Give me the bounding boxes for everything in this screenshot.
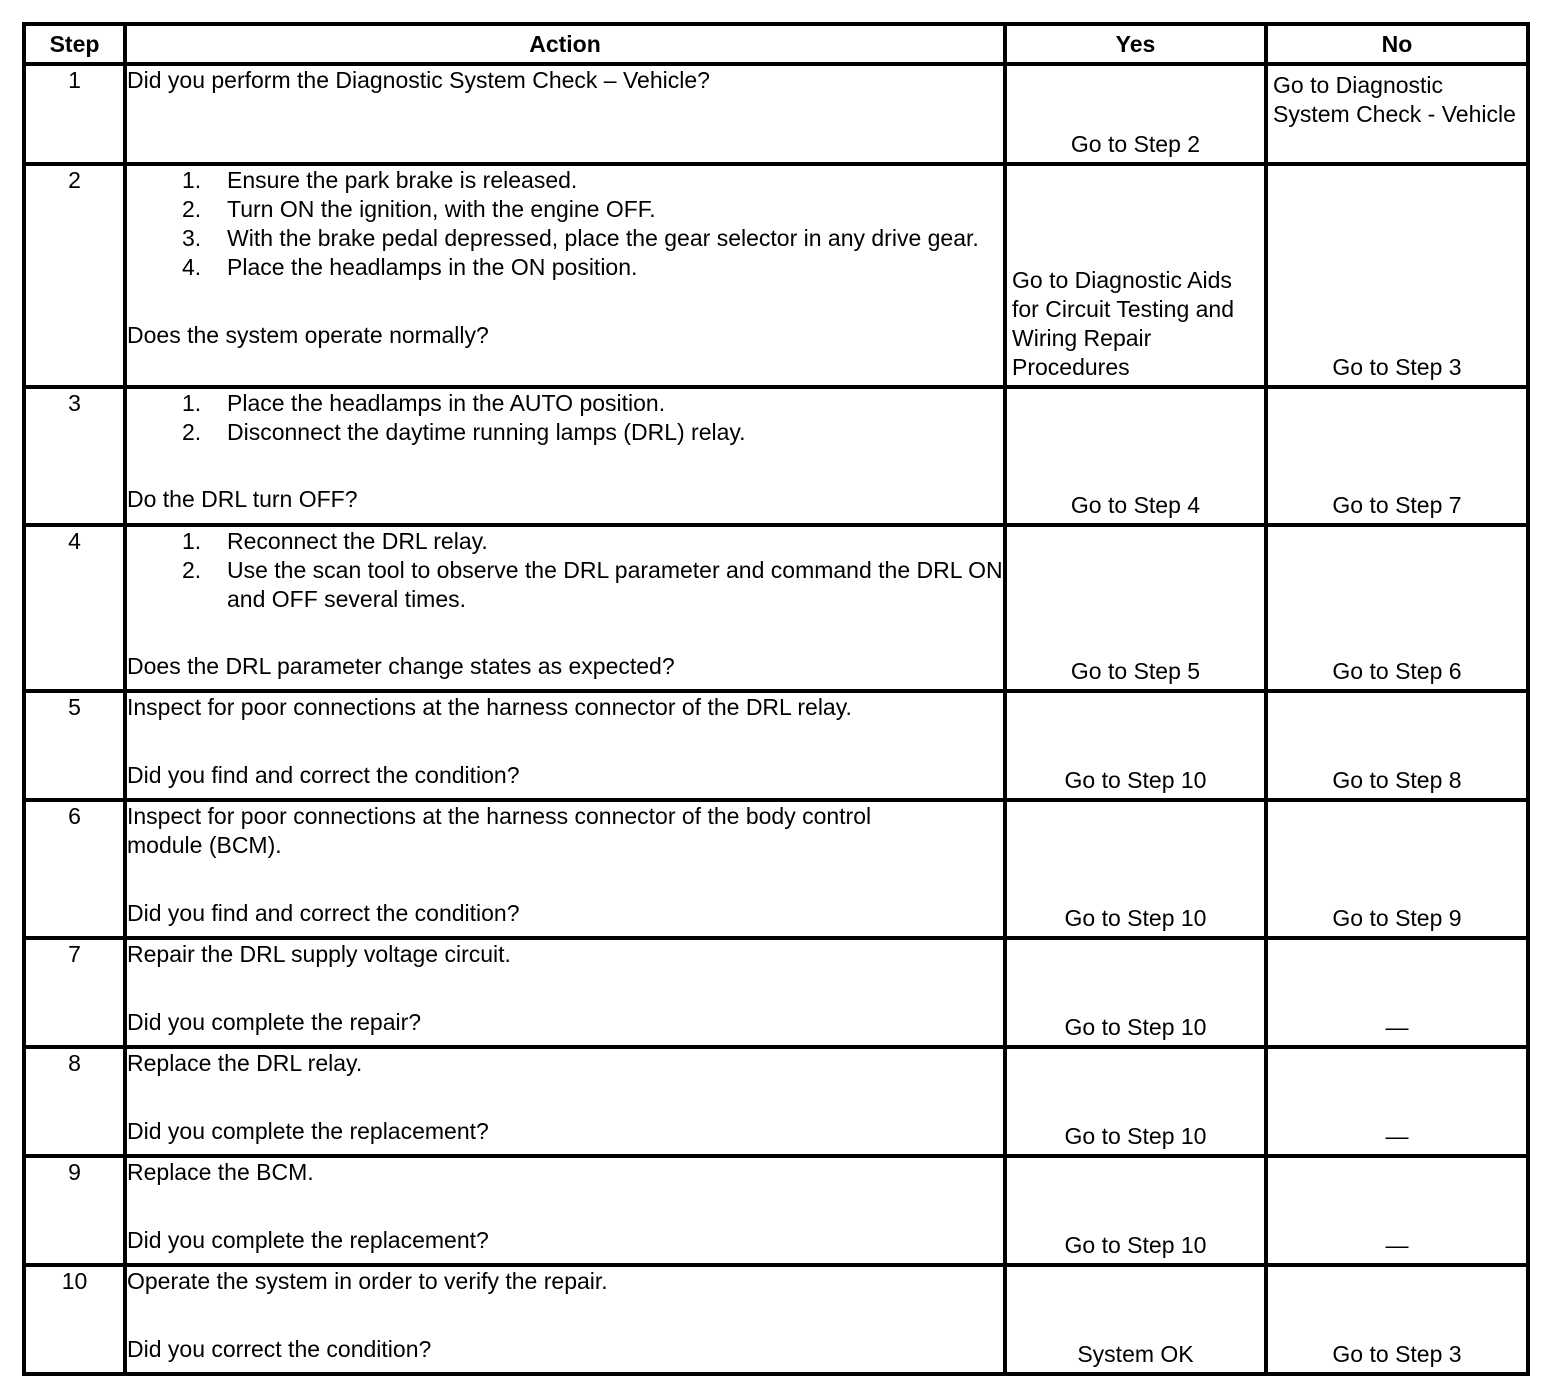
no-text: Go to Step 7 (1332, 492, 1462, 518)
action-step-item: 1. Place the headlamps in the AUTO position. (182, 390, 666, 416)
action-question: Does the system operate normally? (127, 322, 489, 348)
table-row (24, 164, 1528, 387)
yes-text: Go to Step 2 (1070, 131, 1201, 157)
action-question: Does the DRL parameter change states as expected? (127, 653, 675, 679)
action-cell (125, 387, 1005, 525)
action-question: Did you complete the replacement? (127, 1118, 489, 1144)
no-cell (1266, 1265, 1528, 1374)
yes-cell (1005, 1265, 1266, 1374)
no-cell (1266, 387, 1528, 525)
action-cell (125, 1265, 1005, 1374)
header-action: Action (125, 24, 1005, 64)
action-step-item: 2. Use the scan tool to observe the DRL parameter and command the DRL ON and OFF several times. (182, 557, 1003, 612)
yes-cell (1005, 525, 1266, 691)
yes-text: System OK (1077, 1341, 1194, 1367)
no-text: — (1385, 1123, 1409, 1149)
action-question: Did you correct the condition? (127, 1336, 432, 1362)
yes-text: Go to Step 10 (1064, 1014, 1207, 1040)
action-cell (125, 164, 1005, 387)
no-text: Go to Diagnostic System Check - Vehicle (1273, 72, 1516, 127)
no-cell (1266, 691, 1528, 800)
action-text: Inspect for poor connections at the harness connector of the DRL relay. (127, 694, 852, 720)
action-cell (125, 64, 1005, 164)
action-text: Did you perform the Diagnostic System Check – Vehicle? (127, 67, 710, 93)
no-text: Go to Step 9 (1332, 905, 1462, 931)
table-row (24, 800, 1528, 938)
action-cell (125, 800, 1005, 938)
table-row (24, 387, 1528, 525)
no-cell (1266, 1156, 1528, 1265)
header-yes: Yes (1005, 24, 1266, 64)
table-row (24, 1265, 1528, 1374)
action-cell (125, 525, 1005, 691)
yes-text: Go to Step 10 (1064, 1123, 1207, 1149)
no-cell (1266, 800, 1528, 938)
action-question: Did you find and correct the condition? (127, 762, 520, 788)
action-text: Replace the BCM. (127, 1159, 314, 1185)
table-row (24, 938, 1528, 1047)
table-row (24, 691, 1528, 800)
action-cell (125, 938, 1005, 1047)
yes-text: Go to Step 10 (1064, 1232, 1207, 1258)
action-cell (125, 1047, 1005, 1156)
step-number: 4 (24, 525, 125, 691)
step-number: 10 (24, 1265, 125, 1374)
action-cell (125, 1156, 1005, 1265)
action-step-item: 4. Place the headlamps in the ON position. (182, 254, 638, 280)
step-number: 6 (24, 800, 125, 938)
yes-cell (1005, 1156, 1266, 1265)
step-number: 9 (24, 1156, 125, 1265)
step-number: 1 (24, 64, 125, 164)
action-question: Do the DRL turn OFF? (127, 486, 358, 512)
action-question: Did you complete the replacement? (127, 1227, 489, 1253)
yes-cell (1005, 691, 1266, 800)
table-row (24, 1047, 1528, 1156)
yes-text: Go to Step 4 (1070, 492, 1201, 518)
action-question: Did you find and correct the condition? (127, 900, 520, 926)
yes-cell (1005, 64, 1266, 164)
no-text: Go to Step 8 (1332, 767, 1462, 793)
table-row (24, 525, 1528, 691)
yes-text: Go to Step 10 (1064, 905, 1207, 931)
no-text: — (1385, 1232, 1409, 1258)
step-number: 7 (24, 938, 125, 1047)
action-step-item: 1. Reconnect the DRL relay. (182, 528, 488, 554)
action-step-item: 2. Disconnect the daytime running lamps (DRL) relay. (182, 419, 746, 445)
step-number: 5 (24, 691, 125, 800)
action-steps (127, 527, 1003, 614)
action-text: Inspect for poor connections at the harness connector of the body control module (BCM). (127, 803, 872, 858)
step-number: 8 (24, 1047, 125, 1156)
action-step-item: 2. Turn ON the ignition, with the engine OFF. (182, 196, 656, 222)
yes-cell (1005, 800, 1266, 938)
no-text: Go to Step 3 (1332, 1341, 1462, 1367)
action-step-item: 3. With the brake pedal depressed, place the gear selector in any drive gear. (182, 225, 979, 251)
yes-cell (1005, 164, 1266, 387)
action-question: Did you complete the repair? (127, 1009, 422, 1035)
no-cell (1266, 938, 1528, 1047)
action-text: Replace the DRL relay. (127, 1050, 363, 1076)
yes-text: Go to Step 5 (1070, 658, 1201, 684)
table-row (24, 1156, 1528, 1265)
no-cell (1266, 525, 1528, 691)
yes-text: Go to Diagnostic Aids for Circuit Testing and Wiring Repair Procedures (1012, 267, 1235, 380)
header-no: No (1266, 24, 1528, 64)
yes-text: Go to Step 10 (1064, 767, 1207, 793)
action-step-item: 1. Ensure the park brake is released. (182, 167, 578, 193)
no-cell (1266, 1047, 1528, 1156)
step-number: 2 (24, 164, 125, 387)
action-text: Operate the system in order to verify the repair. (127, 1268, 608, 1294)
yes-cell (1005, 387, 1266, 525)
step-number: 3 (24, 387, 125, 525)
action-steps (127, 166, 1003, 282)
header-row (24, 24, 1528, 64)
diagnostic-table (22, 22, 1530, 1376)
no-text: Go to Step 6 (1332, 658, 1462, 684)
no-cell (1266, 164, 1528, 387)
no-text: — (1385, 1014, 1409, 1040)
yes-cell (1005, 938, 1266, 1047)
action-cell (125, 691, 1005, 800)
table-row (24, 64, 1528, 164)
action-steps (127, 389, 1003, 447)
action-text: Repair the DRL supply voltage circuit. (127, 941, 511, 967)
header-step: Step (24, 24, 125, 64)
no-text: Go to Step 3 (1332, 354, 1462, 380)
yes-cell (1005, 1047, 1266, 1156)
no-cell (1266, 64, 1528, 164)
